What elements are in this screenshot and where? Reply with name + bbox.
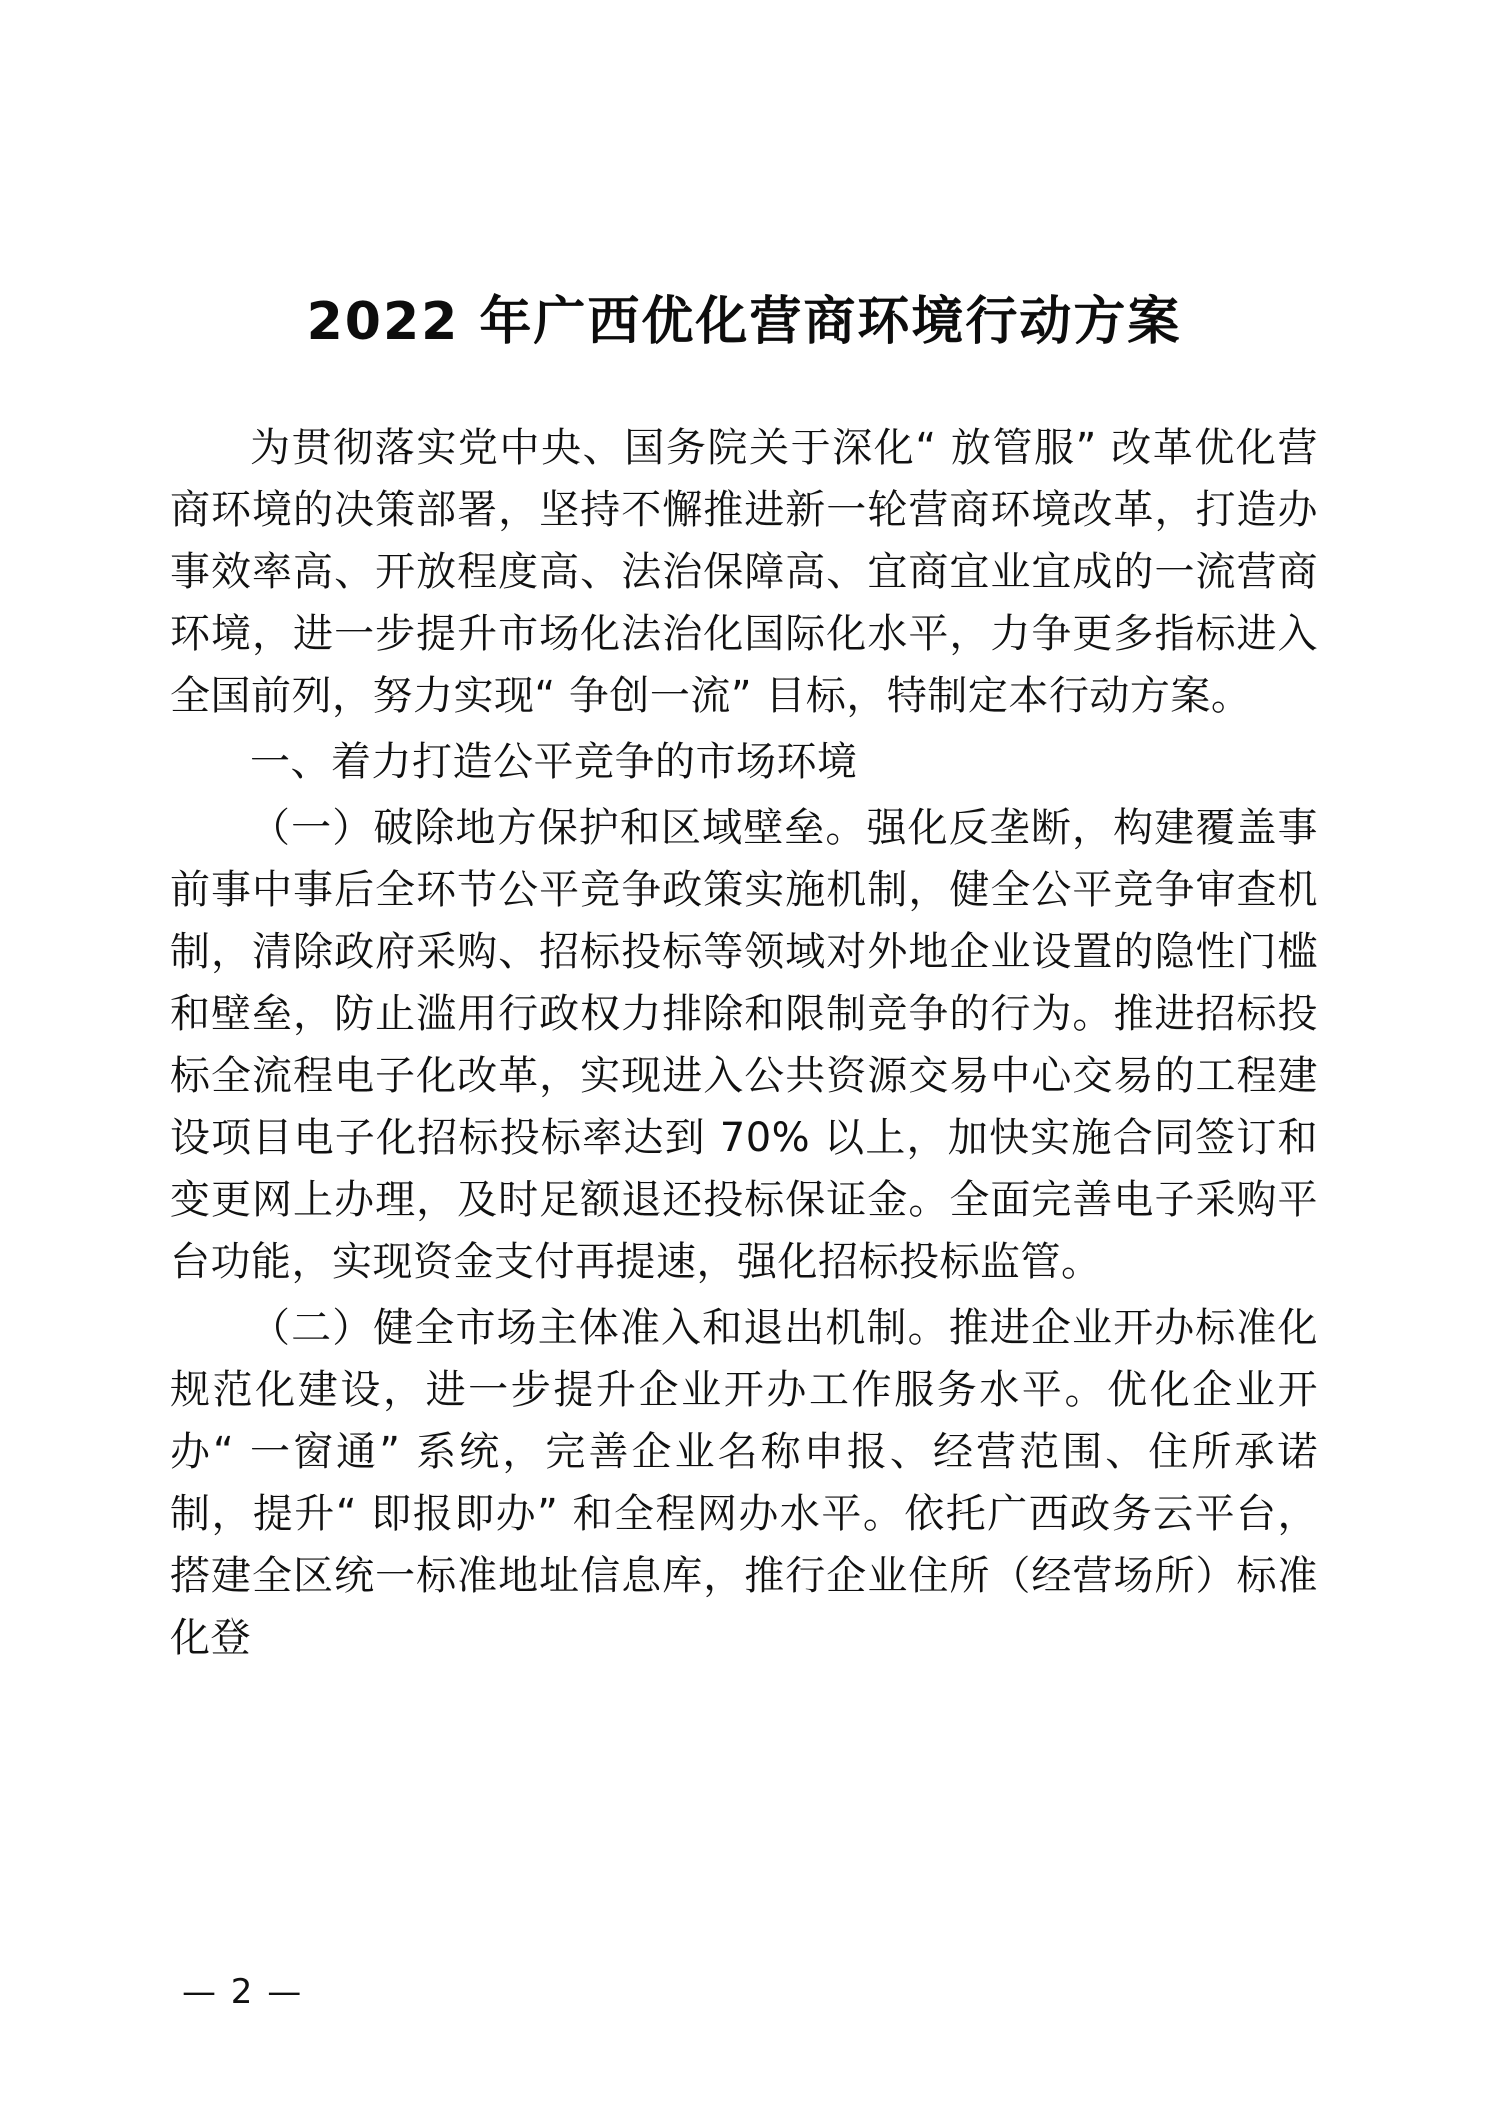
paragraph-item-1: （一）破除地方保护和区域壁垒。强化反垄断，构建覆盖事前事中事后全环节公平竞争政策实施机制，健全公平竞争审查机制，清除政府采购、招标投标等领域对外地企业设置的隐性门槛和壁垒，防止滥用行政权力排除和限制竞争的行为。推进招标投标全流程电子化改革，实现进入公共资源交易中心交易的工程建设项目电子化招标投标率达到 70% 以上，加快实施合同签订和变更网上办理，及时足额退还投标保证金。全面完善电子采购平台功能，实现资金支付再提速，强化招标投标监管。	[170, 805, 1318, 1285]
paragraph-intro: 为贯彻落实党中央、国务院关于深化“ 放管服” 改革优化营商环境的决策部署，坚持不懈推进新一轮营商环境改革，打造办事效率高、开放程度高、法治保障高、宜商宜业宜成的一流营商环境，进一步提升市场化法治化国际化水平，力争更多指标进入全国前列，努力实现“ 争创一流” 目标，特制定本行动方案。	[170, 425, 1318, 719]
document-body	[170, 417, 1318, 1669]
page-number: — 2 —	[182, 1972, 304, 2012]
paragraph-item-2: （二）健全市场主体准入和退出机制。推进企业开办标准化规范化建设，进一步提升企业开办工作服务水平。优化企业开办“ 一窗通” 系统，完善企业名称申报、经营范围、住所承诺制，提升“ 即报即办” 和全程网办水平。依托广西政务云平台，搭建全区统一标准地址信息库，推行企业住所（经营场所）标准化登	[170, 1305, 1318, 1661]
paragraph-section-heading-1: 一、着力打造公平竞争的市场环境	[250, 739, 858, 785]
page-title: 2022 年广西优化营商环境行动方案	[306, 292, 1182, 352]
